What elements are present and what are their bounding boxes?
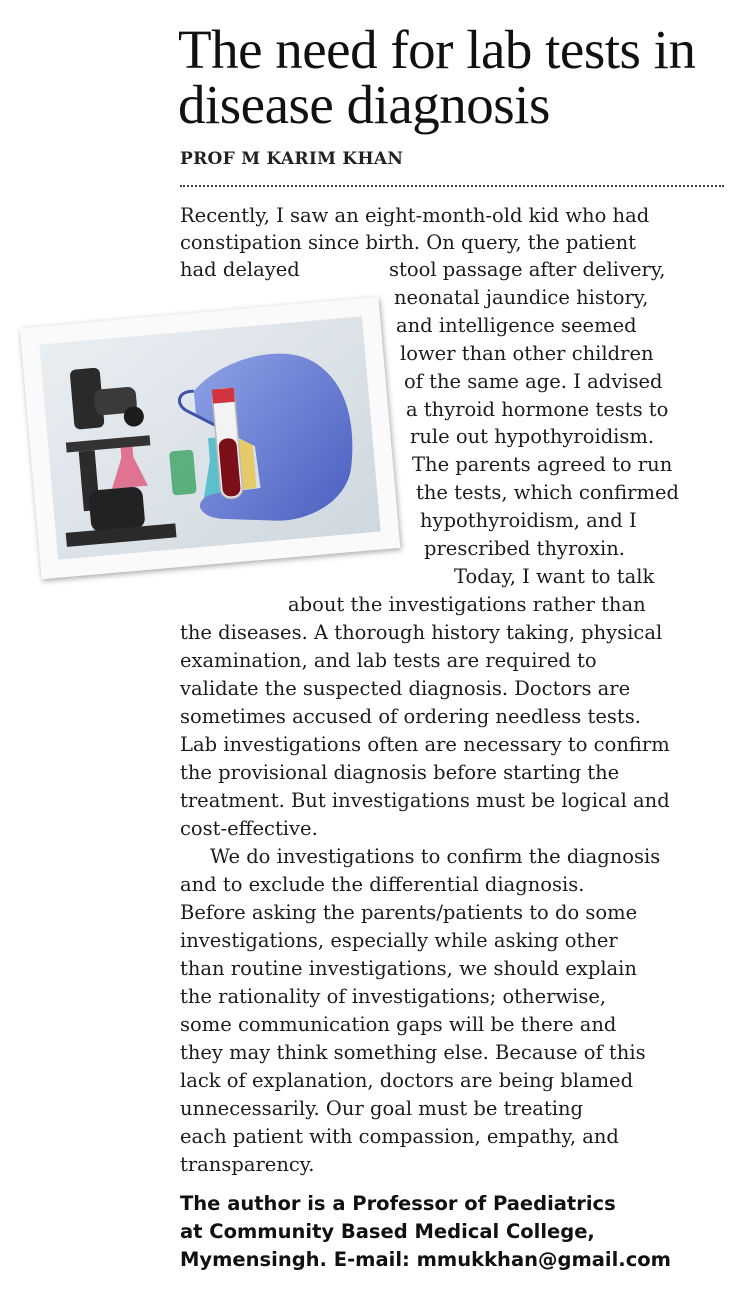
- dotted-divider: [180, 185, 724, 187]
- body-line: lower than other children: [400, 342, 654, 365]
- body-line: transparency.: [180, 1153, 315, 1176]
- author-line: Mymensingh. E-mail: mmukkhan@gmail.com: [180, 1248, 671, 1271]
- body-line: of the same age. I advised: [404, 370, 663, 393]
- body-line: The parents agreed to run: [412, 453, 673, 476]
- body-line: stool passage after delivery,: [389, 258, 666, 281]
- body-line: the provisional diagnosis before starting the: [180, 761, 620, 784]
- headline: The need for lab tests in disease diagnosis: [178, 19, 696, 135]
- byline: PROF M KARIM KHAN: [180, 149, 404, 169]
- body-line: treatment. But investigations must be logical and: [180, 789, 670, 812]
- body-line: rule out hypothyroidism.: [410, 425, 655, 448]
- author-line: The author is a Professor of Paediatrics: [180, 1192, 616, 1215]
- body-line: hypothyroidism, and I: [420, 509, 637, 532]
- author-line: at Community Based Medical College,: [180, 1220, 595, 1243]
- body-line: Recently, I saw an eight-month-old kid who had: [180, 204, 650, 227]
- body-line: had delayed: [180, 258, 300, 281]
- body-line: about the investigations rather than: [288, 593, 646, 616]
- body-line: and to exclude the differential diagnosis.: [180, 873, 585, 896]
- body-line: sometimes accused of ordering needless tests.: [180, 705, 641, 728]
- body-line: cost-effective.: [180, 817, 318, 840]
- body-line: lack of explanation, doctors are being blamed: [180, 1069, 634, 1092]
- body-line: We do investigations to confirm the diagnosis: [210, 845, 661, 868]
- body-line: than routine investigations, we should explain: [180, 957, 637, 980]
- body-line: they may think something else. Because of this: [180, 1041, 646, 1064]
- lab-test-illustration: [39, 316, 381, 559]
- body-line: Today, I want to talk: [454, 565, 655, 588]
- body-line: neonatal jaundice history,: [394, 286, 649, 309]
- body-line: the diseases. A thorough history taking, physical: [180, 621, 663, 644]
- body-line: and intelligence seemed: [396, 314, 637, 337]
- author-bio: [180, 1190, 671, 1274]
- body-line: the tests, which confirmed: [416, 481, 679, 504]
- body-line: examination, and lab tests are required to: [180, 649, 597, 672]
- body-line: some communication gaps will be there and: [180, 1013, 617, 1036]
- body-line: prescribed thyroxin.: [424, 537, 625, 560]
- body-line: Lab investigations often are necessary to confirm: [180, 733, 670, 756]
- lab-test-photo: [20, 297, 401, 579]
- body-line: constipation since birth. On query, the patient: [180, 231, 636, 254]
- body-line: a thyroid hormone tests to: [406, 398, 669, 421]
- body-line: Before asking the parents/patients to do some: [180, 901, 638, 924]
- body-line: each patient with compassion, empathy, and: [180, 1125, 619, 1148]
- body-line: validate the suspected diagnosis. Doctors are: [180, 677, 631, 700]
- body-line: investigations, especially while asking other: [180, 929, 618, 952]
- body-line: the rationality of investigations; otherwise,: [180, 985, 607, 1008]
- body-line: unnecessarily. Our goal must be treating: [180, 1097, 584, 1120]
